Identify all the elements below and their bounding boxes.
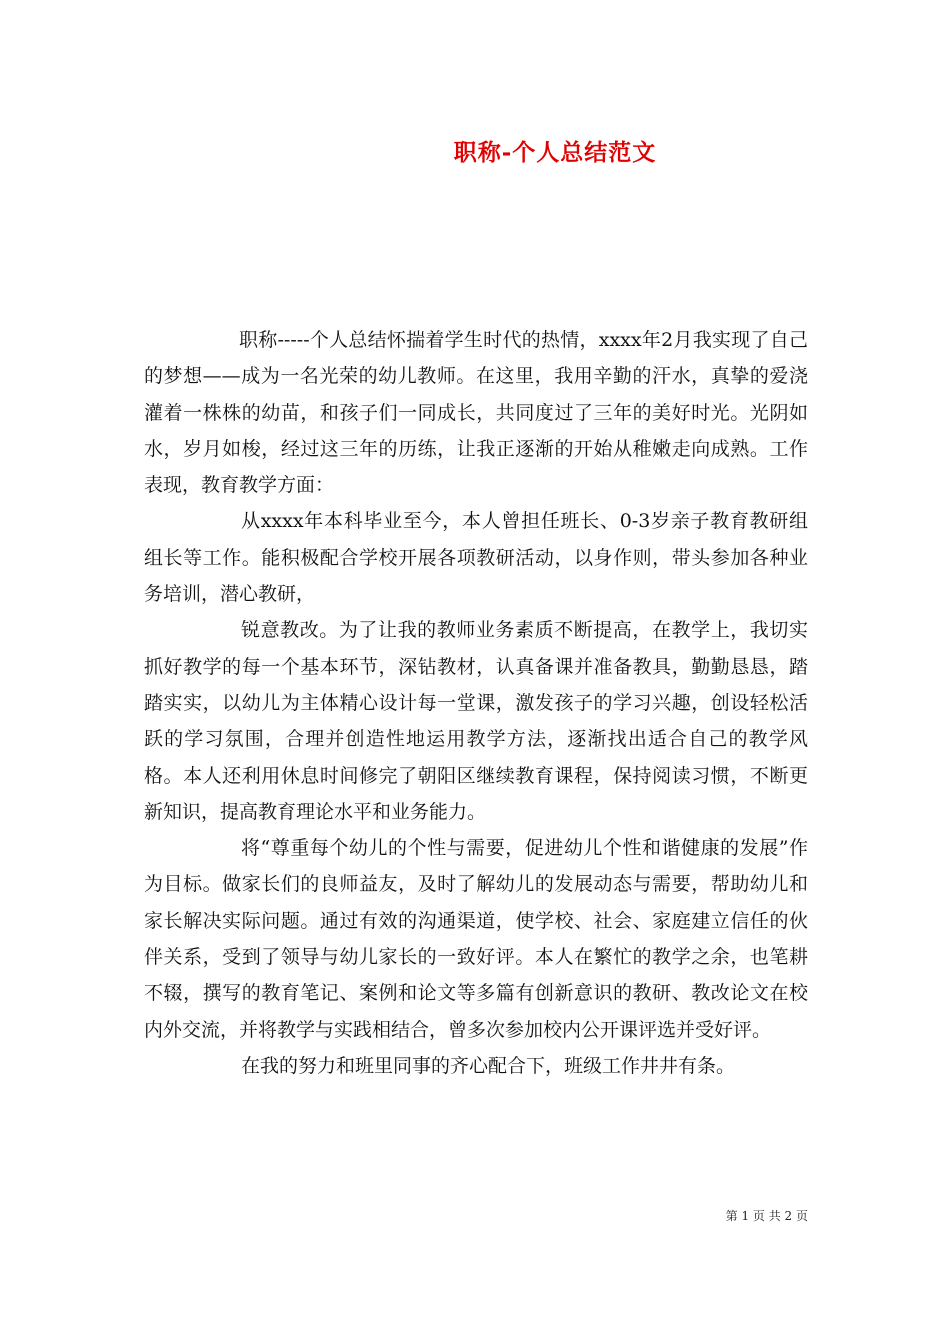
paragraph-experience: 从xxxx年本科毕业至今，本人曾担任班长、0-3岁亲子教育教研组组长等工作。能积极配合学校开展各项教研活动，以身作则，带头参加各种业务培训，潜心教研，	[144, 510, 808, 606]
document-title: 职称-个人总结范文	[453, 139, 657, 166]
paragraph-intro: 职称-----个人总结怀揣着学生时代的热情，xxxx年2月我实现了自己的梦想——成为一名光荣的幼儿教师。在这里，我用辛勤的汗水，真挚的爱浇灌着一株株的幼苗，和孩子们一同成长，共同度过了三年的美好时光。光阴如水，岁月如梭，经过这三年的历练，让我正逐渐的开始从稚嫩走向成熟。工作表现，教育教学方面：	[144, 329, 808, 497]
paragraph-goals: 将“尊重每个幼儿的个性与需要，促进幼儿个性和谐健康的发展”作为目标。做家长们的良师益友，及时了解幼儿的发展动态与需要，帮助幼儿和家长解决实际问题。通过有效的沟通渠道，使学校、社会、家庭建立信任的伙伴关系，受到了领导与幼儿家长的一致好评。本人在繁忙的教学之余，也笔耕不辍，撰写的教育笔记、案例和论文等多篇有创新意识的教研、教改论文在校内外交流，并将教学与实践相结合，曾多次参加校内公开课评选并受好评。	[144, 837, 808, 1041]
paragraph-teaching: 锐意教改。为了让我的教师业务素质不断提高，在教学上，我切实抓好教学的每一个基本环节，深钻教材，认真备课并准备教具，勤勤恳恳，踏踏实实，以幼儿为主体精心设计每一堂课，激发孩子的学习兴趣，创设轻松活跃的学习氛围，合理并创造性地运用教学方法，逐渐找出适合自己的教学风格。本人还利用休息时间修完了朝阳区继续教育课程，保持阅读习惯，不断更新知识，提高教育理论水平和业务能力。	[144, 619, 808, 823]
paragraph-class-work: 在我的努力和班里同事的齐心配合下，班级工作井井有条。	[241, 1054, 736, 1077]
page-number-footer: 第 1 页 共 2 页	[725, 1209, 808, 1223]
document-body	[144, 322, 808, 1084]
